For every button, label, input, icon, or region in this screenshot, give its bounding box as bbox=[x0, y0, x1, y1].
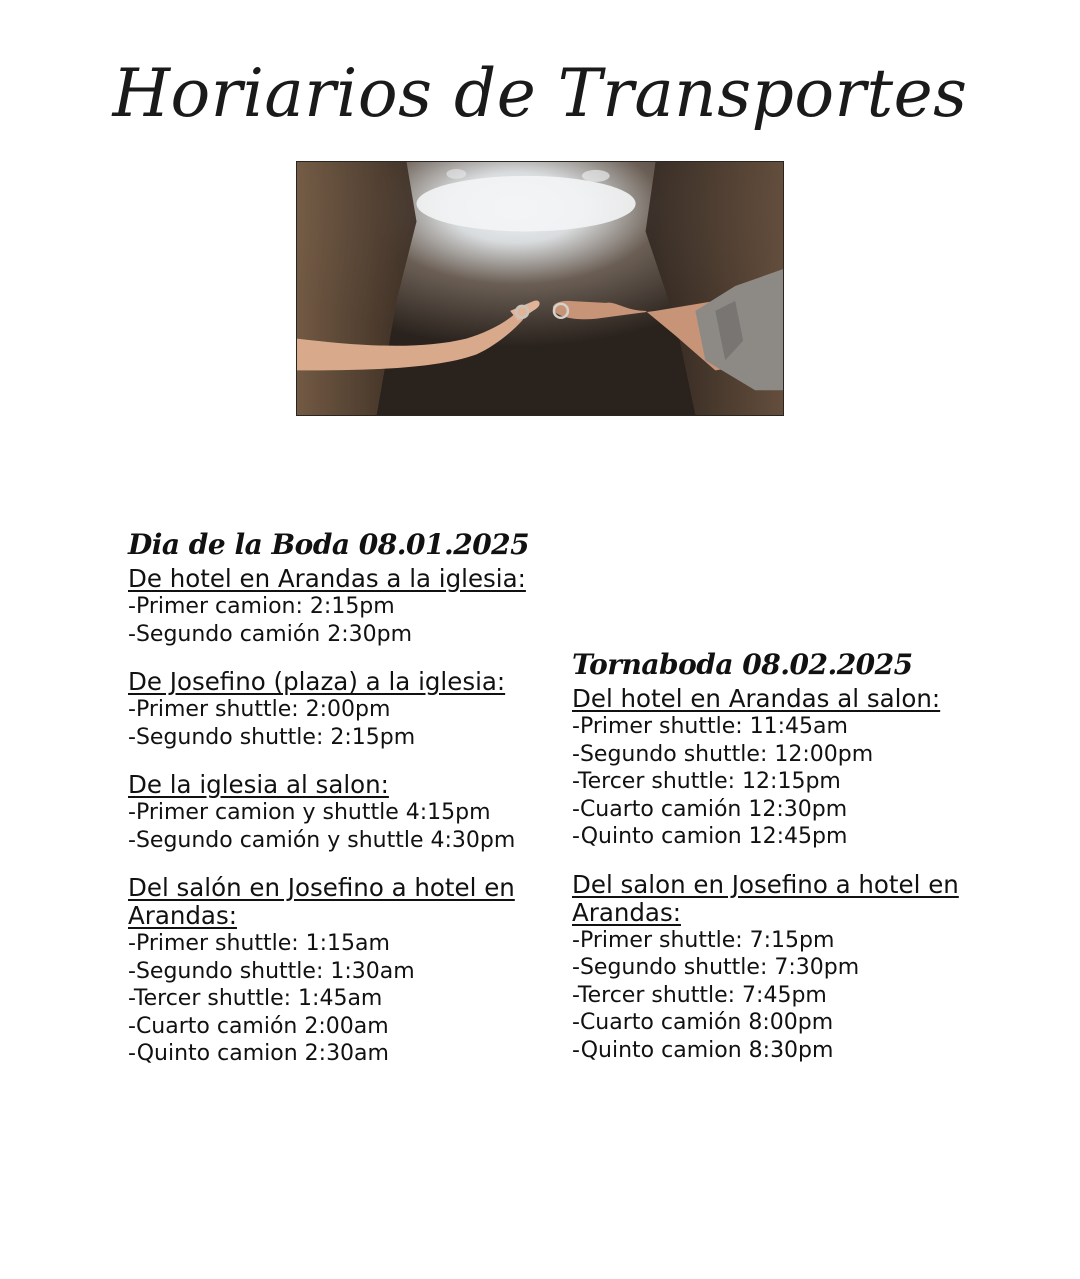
route-title: Del salon en Josefino a hotel en Arandas: bbox=[572, 869, 959, 927]
schedule-item: -Quinto camion 2:30am bbox=[128, 1041, 389, 1066]
wedding-day-heading: Dia de la Boda 08.01.2025 bbox=[128, 528, 530, 561]
schedule-item: -Segundo shuttle: 1:30am bbox=[128, 958, 415, 984]
schedule-item: -Cuarto camión 12:30pm bbox=[572, 796, 848, 822]
route-title: De Josefino (plaza) a la iglesia: bbox=[128, 667, 506, 696]
schedule-item: -Cuarto camión 8:00pm bbox=[572, 1010, 834, 1035]
schedule-item: -Quinto camion 8:30pm bbox=[572, 1037, 834, 1063]
schedule-section bbox=[572, 871, 1012, 1065]
route-title: Del hotel en Arandas al salon: bbox=[572, 684, 941, 713]
schedule-item: -Segundo camión 2:30pm bbox=[128, 621, 413, 647]
schedule-section bbox=[128, 874, 568, 1068]
schedule-item: -Segundo shuttle: 12:00pm bbox=[572, 741, 874, 767]
schedule-item: -Tercer shuttle: 7:45pm bbox=[572, 982, 827, 1008]
schedule-item: -Segundo shuttle: 7:30pm bbox=[572, 955, 860, 980]
tornaboda-heading: Tornaboda 08.02.2025 bbox=[572, 648, 913, 681]
schedule-item: -Primer shuttle: 1:15am bbox=[128, 931, 390, 956]
schedule-item: -Quinto camion 12:45pm bbox=[572, 824, 848, 849]
schedule-item: -Primer camion: 2:15pm bbox=[128, 594, 395, 619]
schedule-section bbox=[128, 565, 568, 648]
schedule-item: -Cuarto camión 2:00am bbox=[128, 1013, 389, 1039]
schedule-item: -Segundo shuttle: 2:15pm bbox=[128, 724, 416, 750]
schedule-section bbox=[572, 685, 1012, 851]
page-title: Horiarios de Transportes bbox=[112, 55, 968, 132]
schedule-item: -Primer shuttle: 11:45am bbox=[572, 714, 848, 739]
wedding-rings-photo bbox=[296, 161, 784, 416]
schedule-item: -Primer shuttle: 2:00pm bbox=[128, 697, 391, 722]
route-title: Del salón en Josefino a hotel en Arandas: bbox=[128, 873, 515, 930]
route-title: De la iglesia al salon: bbox=[128, 770, 389, 799]
schedule-item: -Primer camion y shuttle 4:15pm bbox=[128, 800, 491, 825]
schedule-item: -Segundo camión y shuttle 4:30pm bbox=[128, 827, 516, 853]
tornaboda-schedule bbox=[572, 645, 1012, 1084]
schedule-item: -Tercer shuttle: 1:45am bbox=[128, 986, 383, 1011]
schedule-item: -Tercer shuttle: 12:15pm bbox=[572, 769, 841, 794]
route-title: De hotel en Arandas a la iglesia: bbox=[128, 564, 526, 593]
schedule-section bbox=[128, 668, 568, 751]
wedding-day-schedule bbox=[128, 525, 568, 1088]
hands-with-rings-illustration bbox=[297, 162, 783, 415]
schedule-item: -Primer shuttle: 7:15pm bbox=[572, 927, 835, 953]
schedule-section bbox=[128, 771, 568, 854]
